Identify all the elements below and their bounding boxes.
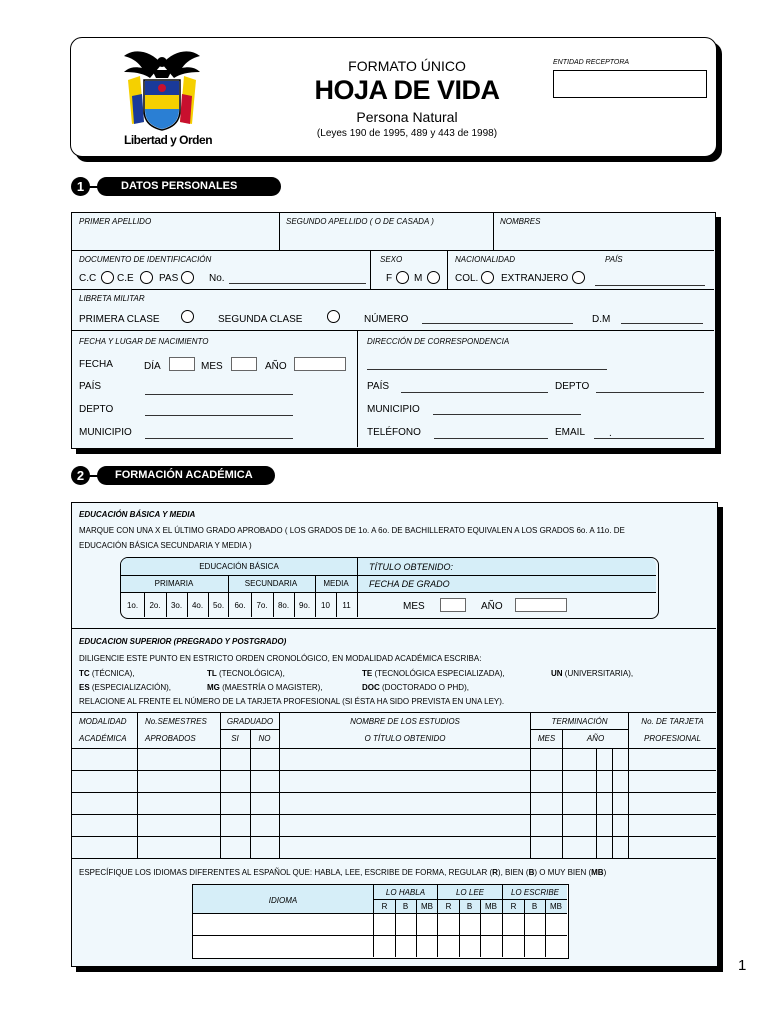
primaria-header: PRIMARIA — [154, 579, 194, 588]
col-nombre-1: NOMBRE DE LOS ESTUDIOS — [350, 717, 460, 726]
depto-corr-field[interactable] — [596, 392, 704, 393]
col-nombre-2: O TÍTULO OBTENIDO — [364, 734, 446, 743]
idioma-b-header-1: B — [402, 902, 409, 911]
grado-9-cell[interactable]: 9o. — [298, 601, 311, 610]
modalidad-te: TE (TECNOLÓGICA ESPECIALIZADA), — [362, 669, 505, 678]
grado-2-cell[interactable]: 2o. — [149, 601, 161, 610]
superior-instr: DILIGENCIE ESTE PUNTO EN ESTRICTO ORDEN CRONOLÓGICO, EN MODALIDAD ACADÉMICA ESCRIBA: — [79, 654, 482, 663]
dia-label: DÍA — [144, 361, 161, 372]
fecha-label: FECHA — [79, 359, 113, 370]
grado-mes-label: MES — [403, 601, 425, 612]
col-label: COL. — [455, 273, 479, 284]
entidad-receptora-label: ENTIDAD RECEPTORA — [553, 59, 630, 66]
ce-label: C.E — [117, 273, 134, 284]
entidad-receptora-field[interactable] — [553, 70, 707, 98]
sexo-m-label: M — [414, 273, 423, 284]
col-radio[interactable] — [481, 271, 494, 284]
grado-10-cell[interactable]: 10 — [321, 601, 330, 610]
cc-label: C.C — [79, 273, 97, 284]
section-1-title: DATOS PERSONALES — [97, 177, 281, 196]
numero-label: NÚMERO — [364, 314, 409, 325]
section-2-title: FORMACIÓN ACADÉMICA — [97, 466, 275, 485]
modalidad-doc: DOC (DOCTORADO O PHD), — [362, 683, 469, 692]
libreta-militar-label: LIBRETA MILITAR — [79, 294, 145, 303]
modalidad-mg: MG (MAESTRÍA O MAGISTER), — [207, 683, 323, 692]
superior-table-row[interactable] — [72, 815, 716, 836]
idioma-mb-header-1: MB — [421, 902, 433, 911]
segunda-clase-label: SEGUNDA CLASE — [218, 314, 303, 325]
grado-7-cell[interactable]: 7o. — [256, 601, 268, 610]
municipio-nacimiento-label: MUNICIPIO — [79, 427, 132, 438]
municipio-corr-label: MUNICIPIO — [367, 404, 420, 415]
grado-mes-field[interactable] — [440, 598, 466, 612]
pais-corr-label: PAÍS — [367, 381, 390, 392]
dia-field[interactable] — [169, 357, 195, 371]
section-1-number: 1 — [71, 177, 90, 196]
telefono-label: TELÉFONO — [367, 427, 421, 438]
basica-instr-2: EDUCACIÓN BÁSICA SECUNDARIA Y MEDIA ) — [79, 541, 252, 550]
col-modalidad-1: MODALIDAD — [79, 717, 127, 726]
pais-nac-label: PAÍS — [605, 255, 623, 264]
col-semestres-2: APROBADOS — [145, 734, 196, 743]
anio-field[interactable] — [294, 357, 346, 371]
nacionalidad-label: NACIONALIDAD — [455, 255, 516, 264]
lo-lee-header: LO LEE — [455, 888, 484, 897]
primera-clase-radio[interactable] — [181, 310, 194, 323]
grado-6-cell[interactable]: 6o. — [234, 601, 246, 610]
dm-label: D.M — [592, 314, 611, 325]
ce-radio[interactable] — [140, 271, 153, 284]
section-2-number: 2 — [71, 466, 90, 485]
nombres-label: NOMBRES — [500, 217, 541, 226]
primer-apellido-label: PRIMER APELLIDO — [79, 217, 152, 226]
grado-5-cell[interactable]: 5o. — [212, 601, 225, 610]
depto-nacimiento-field[interactable] — [145, 415, 293, 416]
mes-label: MES — [201, 361, 223, 372]
segundo-apellido-label: SEGUNDO APELLIDO ( O DE CASADA ) — [286, 217, 434, 226]
municipio-corr-field[interactable] — [433, 414, 581, 415]
dm-field[interactable] — [621, 323, 703, 324]
extranjero-label: EXTRANJERO — [501, 273, 569, 284]
grado-8-cell[interactable]: 8o. — [277, 601, 290, 610]
segundo-apellido-field[interactable] — [282, 228, 490, 248]
col-tarjeta-1: No. DE TARJETA — [641, 717, 704, 726]
idioma-mb-header-3: MB — [550, 902, 562, 911]
pas-radio[interactable] — [181, 271, 194, 284]
libreta-numero-field[interactable] — [422, 323, 573, 324]
primera-clase-label: PRIMERA CLASE — [79, 314, 160, 325]
fecha-lugar-label: FECHA Y LUGAR DE NACIMIENTO — [79, 337, 209, 346]
idiomas-instr: ESPECÍFIQUE LOS IDIOMAS DIFERENTES AL ESPAÑOL QUE: HABLA, LEE, ESCRIBE DE FORMA, REGULAR (R), BIEN (B) O MUY BIEN (MB) — [79, 868, 607, 877]
doc-number-label: No. — [209, 273, 225, 284]
email-dot: . — [609, 428, 612, 439]
cc-radio[interactable] — [101, 271, 114, 284]
sexo-f-label: F — [386, 273, 393, 284]
doc-number-field[interactable] — [229, 283, 366, 284]
pas-label: PAS — [159, 273, 179, 284]
primer-apellido-field[interactable] — [76, 228, 276, 248]
pais-nacimiento-label: PAÍS — [79, 381, 102, 392]
section-1-header — [71, 177, 291, 196]
col-no: NO — [258, 734, 271, 743]
segunda-clase-radio[interactable] — [327, 310, 340, 323]
subtitle: Persona Natural — [356, 109, 458, 125]
lo-escribe-header: LO ESCRIBE — [510, 888, 559, 897]
sexo-label: SEXO — [380, 255, 403, 264]
col-anio: AÑO — [586, 734, 605, 743]
idioma-row-1[interactable] — [193, 914, 373, 935]
direccion-field[interactable] — [367, 369, 607, 370]
depto-nacimiento-label: DEPTO — [79, 404, 114, 415]
superior-table-row[interactable] — [72, 793, 716, 814]
anio-label: AÑO — [265, 361, 287, 372]
basica-instr-1: MARQUE CON UNA X EL ÚLTIMO GRADO APROBADO ( LOS GRADOS DE 1o. A 6o. DE BACHILLERATO EQUIVALEN A LOS GRADOS 6o. A 11o. DE — [79, 526, 625, 535]
edu-basica-header: EDUCACIÓN BÁSICA — [199, 562, 279, 571]
superior-title: EDUCACION SUPERIOR (PREGRADO Y POSTGRADO) — [79, 637, 287, 646]
idioma-r-header-2: R — [445, 902, 452, 911]
modalidad-tl: TL (TECNOLÓGICA), — [207, 669, 285, 678]
col-graduado: GRADUADO — [226, 717, 274, 726]
laws-note: (Leyes 190 de 1995, 489 y 443 de 1998) — [316, 128, 498, 139]
secundaria-header: SECUNDARIA — [244, 579, 298, 588]
sexo-m-radio[interactable] — [427, 271, 440, 284]
basica-title: EDUCACIÓN BÁSICA Y MEDIA — [79, 510, 196, 519]
nombres-field[interactable] — [496, 228, 710, 248]
col-modalidad-2: ACADÉMICA — [79, 734, 127, 743]
modalidad-un: UN (UNIVERSITARIA), — [551, 669, 634, 678]
extranjero-radio[interactable] — [572, 271, 585, 284]
telefono-field[interactable] — [434, 438, 548, 439]
documento-label: DOCUMENTO DE IDENTIFICACIÓN — [79, 255, 212, 264]
email-label: EMAIL — [555, 427, 586, 438]
grado-1-cell[interactable]: 1o. — [126, 601, 139, 610]
superior-table-row[interactable] — [72, 837, 716, 858]
modalidad-tc: TC (TÉCNICA), — [79, 669, 135, 678]
grado-4-cell[interactable]: 4o. — [191, 601, 204, 610]
lo-habla-header: LO HABLA — [385, 888, 426, 897]
idioma-mb-header-2: MB — [485, 902, 497, 911]
col-si: SI — [231, 734, 239, 743]
idioma-header: IDIOMA — [268, 896, 298, 905]
pais-nacimiento-field[interactable] — [145, 394, 293, 395]
grado-anio-label: AÑO — [481, 601, 503, 612]
idioma-r-header-1: R — [381, 902, 388, 911]
grado-3-cell[interactable]: 3o. — [170, 601, 183, 610]
idioma-b-header-2: B — [466, 902, 473, 911]
idioma-b-header-3: B — [531, 902, 538, 911]
formato-label: FORMATO ÚNICO — [348, 58, 466, 74]
sexo-f-radio[interactable] — [396, 271, 409, 284]
page-number: 1 — [738, 957, 747, 974]
direccion-label: DIRECCIÓN DE CORRESPONDENCIA — [367, 337, 510, 346]
page-title: HOJA DE VIDA — [314, 75, 500, 105]
media-header: MEDIA — [323, 579, 349, 588]
pais-nac-field[interactable] — [595, 285, 705, 286]
idioma-r-header-3: R — [510, 902, 517, 911]
superior-table-row[interactable] — [72, 749, 716, 770]
depto-corr-label: DEPTO — [555, 381, 590, 392]
superior-table-row[interactable] — [72, 771, 716, 792]
col-tarjeta-2: PROFESIONAL — [644, 734, 701, 743]
municipio-nacimiento-field[interactable] — [145, 438, 293, 439]
idioma-row-2[interactable] — [193, 936, 373, 956]
col-mes: MES — [537, 734, 556, 743]
section-2-header — [71, 466, 291, 485]
titulo-obtenido-label: TÍTULO OBTENIDO: — [369, 562, 454, 572]
col-semestres-1: No.SEMESTRES — [145, 717, 207, 726]
grado-anio-field[interactable] — [515, 598, 567, 612]
fecha-grado-label: FECHA DE GRADO — [369, 579, 450, 589]
pais-corr-field[interactable] — [401, 392, 548, 393]
col-terminacion: TERMINACIÓN — [551, 717, 608, 726]
grado-11-cell[interactable]: 11 — [342, 601, 351, 610]
superior-instr-3: RELACIONE AL FRENTE EL NÚMERO DE LA TARJETA PROFESIONAL (SI ÉSTA HA SIDO PREVISTA EN UNA LEY). — [79, 697, 505, 706]
mes-field[interactable] — [231, 357, 257, 371]
logo-caption: Libertad y Orden — [124, 133, 213, 147]
modalidad-es: ES (ESPECIALIZACIÓN), — [79, 683, 172, 692]
